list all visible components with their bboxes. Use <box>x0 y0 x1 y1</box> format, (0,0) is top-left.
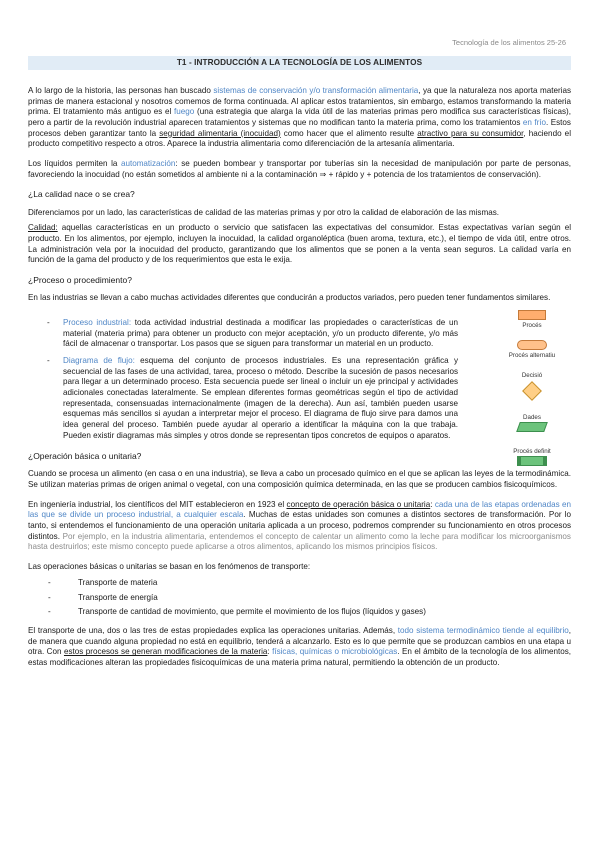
transport-intro-paragraph: Las operaciones básicas o unitarias se basan en los fenómenos de transporte: <box>28 562 311 572</box>
definition-list <box>28 318 458 441</box>
highlight-term: cada una de las etapas ordenadas en las que se divide un proceso industrial, a cualquier escala <box>28 499 571 520</box>
figure-item-definit <box>502 448 562 468</box>
underlined-term: concepto de operación básica o unitaria <box>286 499 431 509</box>
figure-item-decisio <box>502 372 562 403</box>
highlight-term: todo sistema termodinámico tiende al equilibrio <box>397 625 569 635</box>
definition-term: Diagrama de flujo: <box>63 355 135 365</box>
figure-label: Procés <box>522 321 542 329</box>
figure-item-alternatiu <box>502 340 562 360</box>
document-body <box>28 86 571 678</box>
predefined-process-icon <box>517 456 547 466</box>
figure-label: Procés definit <box>513 447 551 455</box>
list-item: - Proceso industrial: toda actividad industrial destinada a modificar las propiedades o características de un material (materia prima) para obtener un producto con mejor aceptación, y/o un producto diferente, y/o más fácil de almacenar o transportar. Los pasos que se siguen para transformar un material en un producto. <box>28 318 458 350</box>
highlight-term: en frío <box>522 118 547 128</box>
list-item: - Transporte de energía <box>28 593 571 604</box>
definition-label: Calidad: <box>28 223 58 233</box>
underlined-term: seguridad alimentaria (inocuidad) <box>159 128 281 138</box>
figure-label: Decisió <box>521 371 543 379</box>
section-heading-operacion: ¿Operación básica o unitaria? <box>28 451 142 462</box>
process-rectangle-icon <box>518 310 546 320</box>
figure-item-dades <box>502 414 562 434</box>
equilibrium-paragraph: El transporte de una, dos o las tres de estas propiedades explica las operaciones unitarias. Además, todo sistema termodinámico tiende al equilibrio, de manera que cuando alguna propiedad no está en equilibrio, tenderá a alcanzarlo. Esto es lo que permite que se produzcan cambios en una etapa u otra. Con estos procesos se generan modificaciones de la materia: físicas, químicas o microbiológicas. En el ámbito de la tecnología de los alimentos, estas modificaciones alteran las propiedades fisicoquímicas de una materia prima natural, permitiendo la obtención de un producto. <box>28 625 571 667</box>
underlined-term: atractivo para su consumidor <box>417 128 524 138</box>
list-item: - Diagrama de flujo: esquema del conjunto de procesos industriales. Es una representación gráfica y secuencial de las fases de una actividad, tarea, proceso o método. Describe la sucesión de pasos necesarios para llegar a un determinado proceso. Esta secuencia puede ser lineal o incluir un eje principal y actividades adicionales conectadas lateralmente. Se emplean diferentes formas geométricas según el tipo de actividad representada, consensuadas internacionalmente (imagen de la derecha). Aun así, también pueden usarse esquemas más sencillos si ayudan a interpretar mejor el proceso. El diagrama de flujo sirve para damos una idea general del proceso. También puede ayudar al operario a identificar la máquina con la que trabaja. Pueden existir diagramas más simples y otros donde se representan tipos concretos de equipos o aparatos. <box>28 356 458 441</box>
running-header: Tecnología de los alimentos 25-26 <box>452 38 566 47</box>
flowchart-symbols-figure <box>502 310 562 492</box>
data-parallelogram-icon <box>516 422 548 432</box>
process-section <box>28 317 571 455</box>
intro-paragraph: A lo largo de la historia, las personas han buscado sistemas de conservación y/o transformación alimentaria, ya que la naturaleza nos aporta materias primas de manera estacional y nosotros comemos de forma continuada. Al aplicar estos tratamientos, sin embargo, estamos transformando la materia prima. El tratamiento más antiguo es el fuego (una estrategia que alarga la vida útil de las materias primas pero modifica sus características físicas), pero a partir de la revolución industrial aparecen tratamientos y sistemas que no modifican tanto la materia prima, como los tratamientos en frío. Estos procesos deben garantizar tanto la seguridad alimentaria (inocuidad) como hacer que el alimento resulte atractivo para su consumidor, haciendo el producto competitivo respecto a otros. Aparece la industria alimentaria como diferenciación de la artesanía alimentaria. <box>28 86 571 149</box>
decision-diamond-icon <box>522 381 542 401</box>
section-heading-calidad: ¿La calidad nace o se crea? <box>28 189 135 200</box>
transport-list <box>28 578 571 618</box>
highlight-term: automatización <box>120 159 176 169</box>
example-note: Por ejemplo, en la industria alimentaria, entendemos el concepto de calentar un alimento como la leche para modificar los microorganismos hasta destruirlos; este mismo concepto puede aplicarse a otros alimentos, aplicando los mismos principios físicos. <box>28 531 571 552</box>
highlight-term: fuego <box>174 107 195 117</box>
definition-term: Proceso industrial: <box>63 317 132 327</box>
process-intro-paragraph: En las industrias se llevan a cabo muchas actividades diferentes que conducirán a productos variados, pero pueden tener fundamentos similares. <box>28 293 551 303</box>
highlight-term: sistemas de conservación y/o transformación alimentaria <box>213 86 419 95</box>
page-title: T1 - INTRODUCCIÓN A LA TECNOLOGÍA DE LOS ALIMENTOS <box>28 56 571 70</box>
list-item: - Transporte de materia <box>28 578 571 589</box>
underlined-term: estos procesos se generan modificaciones de la materia <box>63 647 268 657</box>
figure-item-proces <box>502 310 562 330</box>
quality-intro-paragraph: Diferenciamos por un lado, las características de calidad de las materias primas y por otro la calidad de elaboración de las mismas. <box>28 207 500 217</box>
figure-label: Dades <box>523 413 541 421</box>
highlight-term: físicas, químicas o microbiológicas <box>272 647 398 657</box>
quality-definition-paragraph: Calidad: aquellas características en un producto o servicio que satisfacen las expectativas del consumidor. Estas expectativas varían según el producto. En los alimentos, por ejemplo, incluyen la inocuidad, la calidad organoléptica (buen aroma, textura, etc.), el tiempo de vida útil, entre otros. La administración vela por la inocuidad del producto, garantizando que los alimentos que se ponen a la venta sean seguros. La calidad varía en función de la gama del producto y de los requerimientos que esta le exija. <box>28 223 571 265</box>
list-item: - Transporte de cantidad de movimiento, que permite el movimiento de los flujos (líquidos y gases) <box>28 607 571 618</box>
figure-label: Procés alternatiu <box>508 351 556 359</box>
operation-intro-paragraph: Cuando se procesa un alimento (en casa o en una industria), se lleva a cabo un procesado químico en el que se aplican las leyes de la termodinámica. Se utilizan materias primas de origen animal o vegetal, con una composición química determinada, en las que se producen cambios fisicoquímicos. <box>28 469 571 490</box>
alternative-process-icon <box>517 340 547 350</box>
section-heading-proceso: ¿Proceso o procedimiento? <box>28 274 132 285</box>
mit-paragraph: En ingeniería industrial, los científicos del MIT establecieron en 1923 el concepto de operación básica o unitaria: cada una de las etapas ordenadas en las que se divide un proceso industrial, a cualquier escala. Muchas de estas unidades son comunes a distintos sectores de transformación. Por lo tanto, si entendemos el funcionamiento de una operación unitaria aplicada a un proceso, podremos comprender su funcionamiento en otros procesos distintos. Por ejemplo, en la industria alimentaria, entendemos el concepto de calentar un alimento como la leche para modificar los microorganismos hasta destruirlos; este mismo concepto puede aplicarse a otros alimentos, aplicando los mismos principios físicos. <box>28 499 571 552</box>
liquids-paragraph: Los líquidos permiten la automatización: se pueden bombear y transportar por tuberías sin la necesidad de manipulación por parte de personas, favoreciendo la inocuidad (no están sometidos al ambiente ni a la contaminación ⇒ + rápido y + potencia de los tratamientos de conservación). <box>28 159 571 179</box>
